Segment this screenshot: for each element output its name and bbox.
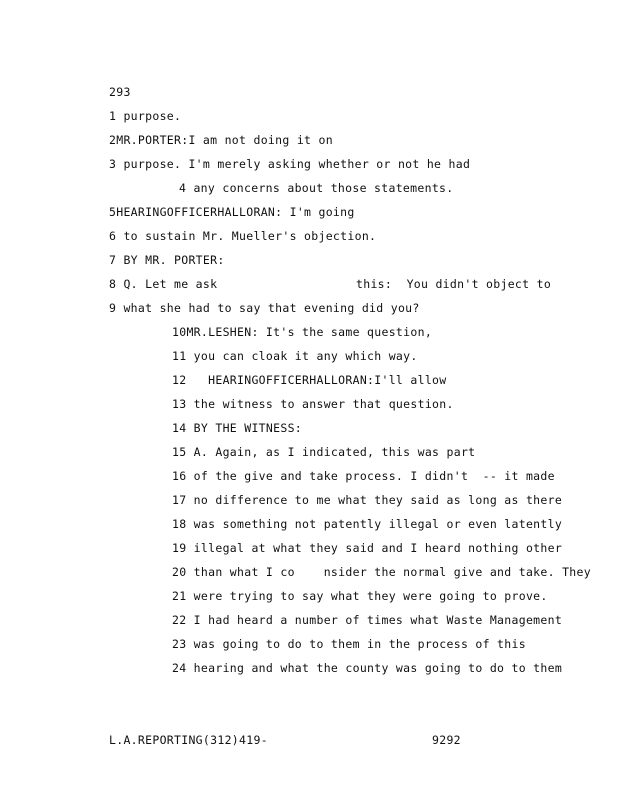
transcript-line-19: 19 illegal at what they said and I heard nothing other <box>172 541 563 555</box>
transcript-line-16: 16 of the give and take process. I didn't -- it made <box>172 469 555 483</box>
transcript-line-11: 11 you can cloak it any which way. <box>172 349 418 363</box>
transcript-line-20: 20 than what I co nsider the normal give and take. They <box>172 565 591 579</box>
transcript-line-10: 10MR.LESHEN: It's the same question, <box>172 325 433 339</box>
transcript-line-24: 24 hearing and what the county was going to do to them <box>172 661 563 675</box>
transcript-line-3: 3 purpose. I'm merely asking whether or not he had <box>109 157 471 171</box>
transcript-line-13: 13 the witness to answer that question. <box>172 397 454 411</box>
transcript-line-4: 4 any concerns about those statements. <box>179 181 454 195</box>
transcript-line-12: 12 HEARINGOFFICERHALLORAN:I'll allow <box>172 373 447 387</box>
transcript-line-21: 21 were trying to say what they were going to prove. <box>172 589 548 603</box>
transcript-line-6: 6 to sustain Mr. Mueller's objection. <box>109 229 377 243</box>
reporter-footer-left: L.A.REPORTING(312)419- <box>109 733 268 747</box>
transcript-line-18: 18 was something not patently illegal or even latently <box>172 517 563 531</box>
page-number: 293 <box>109 85 131 99</box>
transcript-line-14: 14 BY THE WITNESS: <box>172 421 303 435</box>
transcript-line-15: 15 A. Again, as I indicated, this was part <box>172 445 476 459</box>
transcript-line-7: 7 BY MR. PORTER: <box>109 253 225 267</box>
transcript-line-8-right: this: You didn't object to <box>356 277 552 291</box>
transcript-line-5: 5HEARINGOFFICERHALLORAN: I'm going <box>109 205 355 219</box>
transcript-line-17: 17 no difference to me what they said as long as there <box>172 493 563 507</box>
transcript-line-8: 8 Q. Let me ask <box>109 277 218 291</box>
transcript-line-22: 22 I had heard a number of times what Waste Management <box>172 613 563 627</box>
transcript-line-2: 2MR.PORTER:I am not doing it on <box>109 133 333 147</box>
transcript-line-23: 23 was going to do to them in the process of this <box>172 637 526 651</box>
transcript-line-1: 1 purpose. <box>109 109 182 123</box>
reporter-footer-right: 9292 <box>432 733 461 747</box>
transcript-line-9: 9 what she had to say that evening did you? <box>109 301 420 315</box>
